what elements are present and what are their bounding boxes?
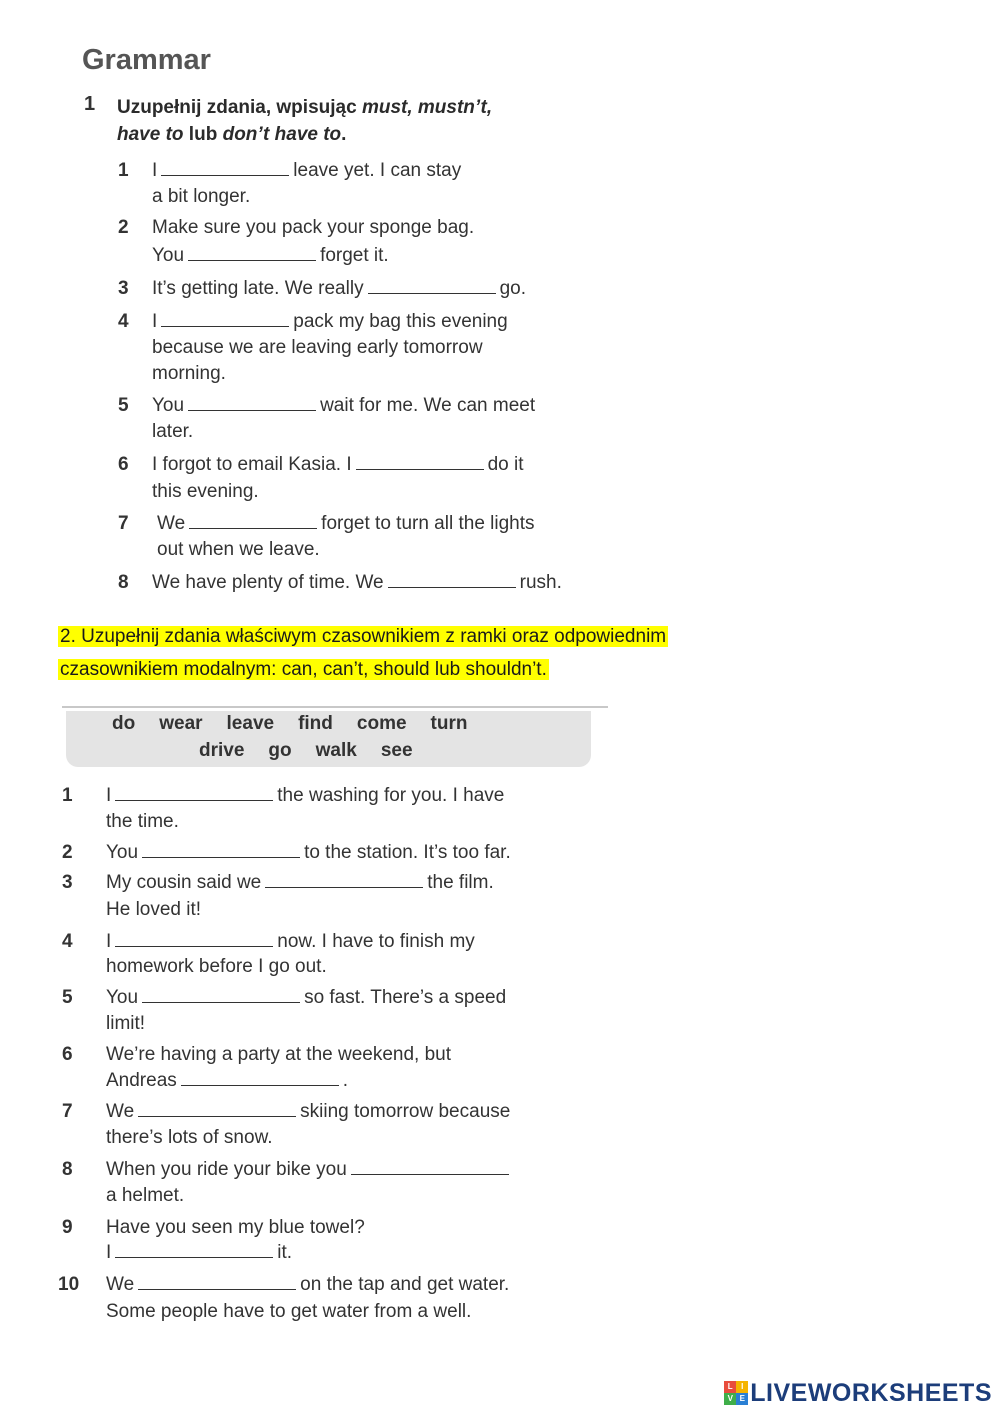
instruction-text: . — [341, 124, 347, 145]
item-number: 7 — [118, 513, 129, 534]
word-box-word: see — [380, 740, 413, 761]
item-text-line1: Make sure you pack your sponge bag. — [152, 217, 475, 238]
answer-blank[interactable] — [142, 842, 300, 858]
item-text: We skiing tomorrow because — [106, 1101, 511, 1122]
item-number: 2 — [118, 217, 129, 238]
item-text-line3: morning. — [152, 363, 226, 384]
item-number: 5 — [62, 987, 73, 1008]
answer-blank[interactable] — [138, 1274, 296, 1290]
word-box-row-1 — [112, 713, 491, 735]
item-text: We on the tap and get water. — [106, 1274, 510, 1295]
answer-blank[interactable] — [115, 1242, 273, 1258]
answer-blank[interactable] — [161, 160, 289, 176]
item-text: I the washing for you. I have — [106, 785, 505, 806]
exercise-2-instruction — [58, 622, 668, 685]
answer-blank[interactable] — [161, 311, 289, 327]
item-text-line2: later. — [152, 421, 194, 442]
item-number: 4 — [118, 311, 129, 332]
instruction-italic: have to — [117, 124, 184, 145]
item-number: 2 — [62, 842, 73, 863]
instruction-italic: don’t have to — [222, 124, 342, 145]
item-number: 3 — [118, 278, 129, 299]
page-title: Grammar — [82, 44, 211, 76]
item-text: You wait for me. We can meet — [152, 395, 536, 416]
logo-mark-icon: L I V E — [724, 1381, 748, 1405]
answer-blank[interactable] — [138, 1101, 296, 1117]
answer-blank[interactable] — [188, 245, 316, 261]
item-text-line2: there’s lots of snow. — [106, 1127, 273, 1148]
answer-blank[interactable] — [115, 785, 273, 801]
answer-blank[interactable] — [368, 278, 496, 294]
item-text-line2: because we are leaving early tomorrow — [152, 337, 483, 358]
item-text: You so fast. There’s a speed — [106, 987, 507, 1008]
item-number: 7 — [62, 1101, 73, 1122]
item-number: 1 — [118, 160, 129, 181]
item-text: We forget to turn all the lights — [157, 513, 535, 534]
item-number: 1 — [62, 785, 73, 806]
exercise-1-instruction — [117, 94, 597, 148]
item-number: 5 — [118, 395, 129, 416]
answer-blank[interactable] — [351, 1159, 509, 1175]
word-box-word: turn — [430, 713, 468, 734]
instruction-italic: must, mustn’t, — [361, 97, 493, 118]
word-box — [66, 711, 591, 767]
item-text-line2: He loved it! — [106, 899, 202, 920]
item-text: When you ride your bike you — [106, 1157, 606, 1183]
item-text-line2: limit! — [106, 1013, 146, 1034]
item-text-line2: the time. — [106, 811, 179, 832]
answer-blank[interactable] — [356, 454, 484, 470]
instruction-text: lub — [183, 124, 223, 145]
item-number: 8 — [62, 1159, 73, 1180]
item-text: My cousin said we the film. — [106, 872, 494, 893]
item-text: We have plenty of time. We rush. — [152, 572, 562, 593]
item-text: It’s getting late. We really go. — [152, 278, 526, 299]
item-text-line2: a bit longer. — [152, 186, 251, 207]
word-box-word: do — [112, 713, 136, 734]
item-text-line2: out when we leave. — [157, 539, 320, 560]
instruction-text: Uzupełnij zdania, wpisując — [117, 97, 362, 118]
word-box-word: walk — [315, 740, 357, 761]
word-box-word: drive — [199, 740, 245, 761]
answer-blank[interactable] — [142, 987, 300, 1003]
liveworksheets-logo — [724, 1379, 992, 1407]
word-box-word: find — [298, 713, 333, 734]
instruction-line2: czasownikiem modalnym: can, can’t, should lub shouldn’t. — [60, 659, 547, 680]
logo-text: LIVEWORKSHEETS — [750, 1378, 992, 1407]
item-text: You forget it. — [152, 245, 389, 266]
item-number: 9 — [62, 1217, 73, 1238]
item-text: You to the station. It’s too far. — [106, 842, 511, 863]
item-text: I leave yet. I can stay — [152, 160, 462, 181]
item-text-line1: Have you seen my blue towel? — [106, 1217, 365, 1238]
item-number: 10 — [58, 1274, 80, 1295]
item-text-line2: this evening. — [152, 481, 259, 502]
word-box-word: go — [268, 740, 292, 761]
item-text: Andreas . — [106, 1070, 349, 1091]
word-box-word: leave — [226, 713, 275, 734]
item-number: 6 — [118, 454, 129, 475]
item-text-line1: We’re having a party at the weekend, but — [106, 1044, 452, 1065]
instruction-line1: 2. Uzupełnij zdania właściwym czasownikiem z ramki oraz odpowiednim — [60, 626, 667, 647]
word-box-top-rule — [62, 706, 608, 708]
item-text-line2: a helmet. — [106, 1185, 185, 1206]
answer-blank[interactable] — [115, 931, 273, 947]
item-text: I pack my bag this evening — [152, 311, 508, 332]
item-number: 8 — [118, 572, 129, 593]
item-number: 3 — [62, 872, 73, 893]
item-number: 6 — [62, 1044, 73, 1065]
item-text-line2: Some people have to get water from a well. — [106, 1301, 472, 1322]
item-text: I it. — [106, 1242, 293, 1263]
item-text: I forgot to email Kasia. I do it — [152, 454, 524, 475]
word-box-word: come — [356, 713, 407, 734]
answer-blank[interactable] — [189, 513, 317, 529]
item-text: I now. I have to finish my — [106, 931, 475, 952]
exercise-1-number: 1 — [84, 93, 96, 115]
item-text-line2: homework before I go out. — [106, 956, 327, 977]
word-box-row-2 — [199, 740, 437, 762]
item-number: 4 — [62, 931, 73, 952]
word-box-word: wear — [159, 713, 203, 734]
answer-blank[interactable] — [265, 872, 423, 888]
answer-blank[interactable] — [181, 1070, 339, 1086]
answer-blank[interactable] — [388, 572, 516, 588]
answer-blank[interactable] — [188, 395, 316, 411]
